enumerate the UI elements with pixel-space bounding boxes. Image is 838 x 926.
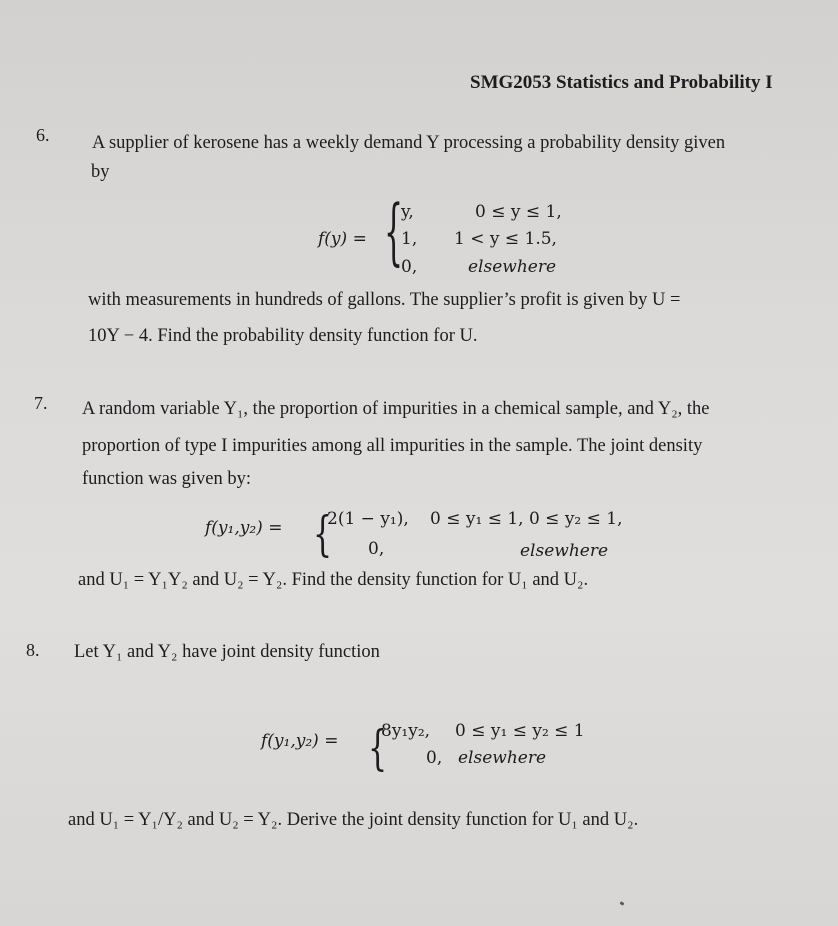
question-text-line: A supplier of kerosene has a weekly demand Y processing a probability density given [92, 133, 726, 153]
case-expression: 2(1 − y₁), [327, 509, 409, 529]
case-condition: elsewhere [468, 257, 557, 277]
case-expression: 0, [401, 257, 418, 277]
question-text-line: by [91, 162, 110, 182]
paper-speck [620, 901, 625, 906]
left-brace-icon: { [368, 721, 388, 777]
course-title: SMG2053 Statistics and Probability I [470, 72, 773, 93]
question-text-line: and U₁ = Y₁Y₂ and U₂ = Y₂. Find the density function for U₁ and U₂. [78, 570, 589, 590]
case-expression: 0, [426, 748, 443, 768]
case-condition: elsewhere [458, 748, 547, 768]
question-text-line: proportion of type I impurities among all impurities in the sample. The joint density [82, 436, 703, 456]
case-expression: y, [401, 202, 414, 222]
question-text-line: and U₁ = Y₁/Y₂ and U₂ = Y₂. Derive the joint density function for U₁ and U₂. [68, 810, 639, 830]
left-brace-icon: { [384, 191, 404, 275]
case-condition: 0 ≤ y₁ ≤ 1, 0 ≤ y₂ ≤ 1, [430, 509, 623, 529]
case-condition: elsewhere [520, 541, 609, 561]
case-expression: 8y₁y₂, [381, 721, 431, 741]
density-function-label: f(y₁,y₂) = [205, 518, 283, 538]
case-condition: 1 < y ≤ 1.5, [454, 229, 557, 249]
question-text-line: A random variable Y₁, the proportion of impurities in a chemical sample, and Y₂, the [82, 399, 710, 419]
question-number: 6. [36, 125, 50, 145]
case-condition: 0 ≤ y ≤ 1, [475, 202, 562, 222]
left-brace-icon: { [313, 507, 333, 563]
question-text-line: with measurements in hundreds of gallons. The supplier’s profit is given by U = [88, 290, 681, 310]
question-text-line: 10Y − 4. Find the probability density function for U. [88, 326, 478, 346]
question-text-line: Let Y₁ and Y₂ have joint density function [74, 642, 380, 662]
case-condition: 0 ≤ y₁ ≤ y₂ ≤ 1 [455, 721, 585, 741]
case-expression: 1, [401, 229, 418, 249]
case-expression: 0, [368, 539, 385, 559]
density-function-label: f(y) = [318, 229, 367, 249]
question-text-line: function was given by: [82, 469, 252, 489]
density-function-label: f(y₁,y₂) = [261, 731, 339, 751]
question-number: 7. [34, 393, 48, 413]
question-number: 8. [26, 640, 40, 660]
